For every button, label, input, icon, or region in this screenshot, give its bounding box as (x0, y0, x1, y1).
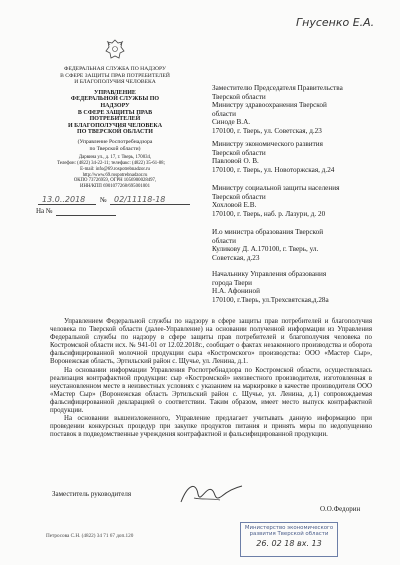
handwritten-signature-icon (176, 476, 246, 510)
stamp-line: Министерство экономического (244, 525, 334, 531)
recipient-line: Тверской области (212, 192, 266, 201)
body-paragraph: На основании информации Управления Роспотребнадзора по Костромской области, осуществлялась реализация контрафактной продукции: сыр «Костромской» неизвестного производителя, изготовленная в неустановленном месте в неизвестных условиях с указанием на маркировке в качестве производителя ООО «Мастер Сыр» (Воронежская область Эртильский район с. Щучье, ул. Ленина, д.1) сопровождаемая фальсифицированной декларацией о соответствии. Таким образом, имеет место выпуск контрафактной продукции. (50, 366, 372, 415)
recipient-block-2 (212, 140, 392, 174)
recipient-line: области (212, 109, 237, 118)
sender-email: E-mail: info@69.rospotrebnadzor.ru (80, 166, 150, 172)
sender-title: ПО ТВЕРСКОЙ ОБЛАСТИ (77, 129, 153, 136)
recipient-line: Синоде В.А. (212, 118, 251, 127)
sender-title: И БЛАГОПОЛУЧИЯ ЧЕЛОВЕКА (67, 122, 163, 129)
recipient-block-3 (212, 184, 392, 218)
recipient-line: Заместителю Председателя Правительства (212, 84, 343, 92)
recipient-block-5 (212, 270, 392, 304)
sender-inn: ИНН/КПП 6901077268/695001001 (80, 184, 150, 190)
recipient-line: Куликову Д. А.170100, г. Тверь, ул. (212, 245, 319, 254)
reply-to-label: На № (36, 207, 53, 215)
sender-phone: Телефон: (4822) 34-22-11; телефакс: (4822) 35-61-88; (57, 160, 165, 166)
recipient-line: Тверской области (212, 92, 266, 101)
recipient-line: Начальнику Управления образования (212, 270, 327, 278)
sender-address: Дарвина ул., д. 17, г. Тверь, 170034, (78, 155, 152, 161)
coat-of-arms-icon (104, 38, 126, 62)
sender-short-name: (Управление Роспотребнадзора (77, 138, 153, 145)
recipient-line: 170100, г. Тверь, ул. Новоторжская, д.24 (212, 165, 335, 174)
incoming-stamp (240, 522, 338, 557)
recipient-block-1 (212, 84, 392, 136)
recipient-line: Министру экономического развития (212, 140, 323, 148)
number-label: № (100, 196, 107, 204)
sender-okpo: ОКПО 73726959, ОГРН 1056900028497, (73, 178, 157, 184)
signature-name: О.О.Федорин (320, 505, 361, 513)
recipient-line: 170100, г. Тверь, наб. р. Лазури, д. 20 (212, 209, 326, 218)
recipient-line: Тверской области (212, 148, 266, 157)
sender-line: В СФЕРЕ ЗАЩИТЫ ПРАВ ПОТРЕБИТЕЛЕЙ (60, 72, 170, 79)
recipient-line: области (212, 236, 237, 245)
recipient-block-4 (212, 228, 392, 262)
sender-title: ФЕДЕРАЛЬНОЙ СЛУЖБЫ ПО НАДЗОРУ (70, 96, 160, 109)
letter-body (50, 318, 372, 439)
executor-line: Петросова С.Н. (4822) 34 71 67 доп.120 (46, 533, 134, 539)
sender-block (57, 66, 170, 190)
sender-title: В СФЕРЕ ЗАЩИТЫ ПРАВ ПОТРЕБИТЕЛЕЙ (77, 109, 153, 123)
recipient-line: Советская, д.23 (212, 253, 260, 262)
signature-position: Заместитель руководителя (52, 490, 132, 498)
sender-website: http://www.69.rospotrebnadzor.ru (82, 172, 148, 178)
body-paragraph: На основании вышеизложенного, Управление предлагает учитывать данную информацию при проведении конкурсных процедур при закупке продуктов питания и принять меры по недопущению поставок в подведомственные учреждения контрафактной и фальсифицированной продукции. (50, 415, 372, 439)
reply-to-line (36, 207, 186, 217)
doc-date-line (38, 196, 208, 206)
sender-title: УПРАВЛЕНИЕ (94, 89, 136, 96)
recipient-line: 170100, г. Тверь, ул. Советская, д.23 (212, 126, 322, 135)
sender-short-name: по Тверской области) (89, 145, 141, 152)
recipient-line: Хохловой Е.В. (212, 201, 257, 210)
recipient-line: Н.А. Афониной (212, 287, 260, 296)
doc-date: 13.0..2018 (42, 195, 86, 204)
recipient-line: Министру социальной защиты населения (212, 184, 340, 192)
doc-number: 02/11118-18 (114, 195, 166, 204)
sender-line: ФЕДЕРАЛЬНАЯ СЛУЖБА ПО НАДЗОРУ (64, 66, 166, 72)
recipient-line: И.о министра образования Тверской (212, 228, 324, 236)
handwritten-resolution: Гнусенко Е.А. (296, 16, 375, 29)
stamp-line: развития Тверской области (249, 531, 329, 538)
recipient-line: Министру здравоохранения Тверской (212, 101, 327, 110)
recipient-line: 170100, г.Тверь, ул.Трехсвятская,д.28а (212, 295, 329, 304)
stamp-registration: 26. 02 18 вх. 13 (256, 538, 322, 548)
recipient-line: города Твери (212, 278, 253, 287)
sender-line: И БЛАГОПОЛУЧИЯ ЧЕЛОВЕКА (74, 79, 156, 86)
recipient-line: Павловой О. В. (212, 157, 259, 166)
body-paragraph: Управлением Федеральной службы по надзору в сфере защиты прав потребителей и благополучия человека по Тверской области (далее-Управление) на основании полученной информации из Управления Федеральной службы по надзору в сфере защиты прав потребителей и благополучия человека по Костромской области исх. № 941-01 от 12.02.2018г., сообщает о фактах незаконного производства и оборота фальсифицированной молочной продукции сыра «Костромского» производства: ООО «Мастер Сыр», Воронежская область, Эртильский район с. Щучье, ул. Ленина, д.1. (50, 318, 372, 366)
